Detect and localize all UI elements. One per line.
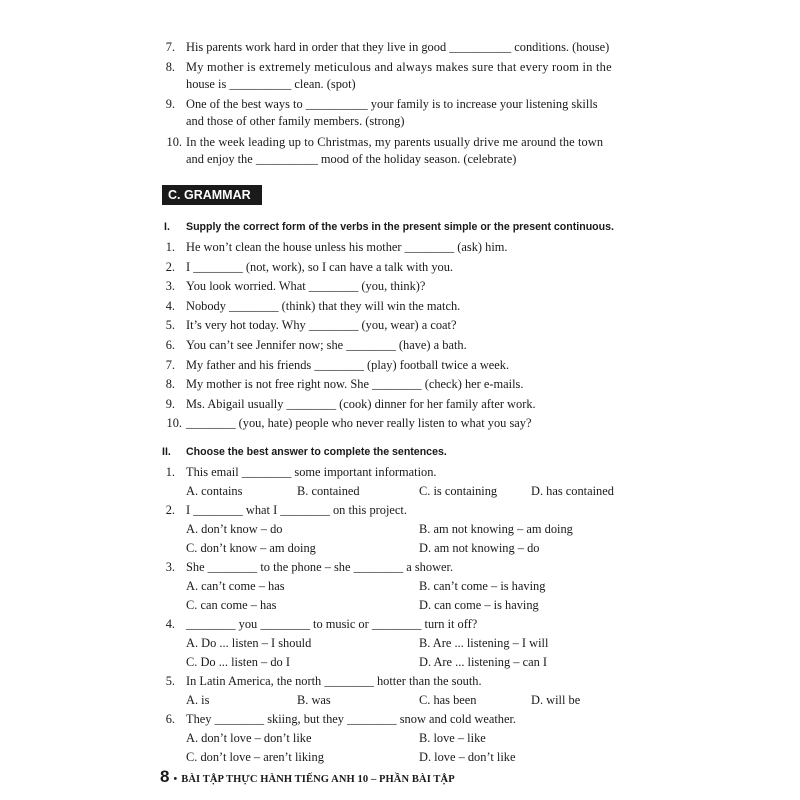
- instruction-number: II.: [162, 446, 171, 458]
- option-a: A. is: [186, 693, 210, 707]
- item-number: 1.: [165, 465, 175, 479]
- option-c: C. can come – has: [186, 598, 277, 612]
- item-number: 8.: [165, 377, 175, 391]
- page-footer: [160, 767, 455, 787]
- option-c: C. don’t know – am doing: [186, 541, 316, 555]
- page-number: 8: [160, 767, 170, 786]
- item-text-cont: and those of other family members. (strong): [186, 114, 405, 128]
- option-b: B. was: [297, 693, 331, 707]
- section-heading-grammar: C. GRAMMAR: [162, 185, 262, 205]
- item-number: 7.: [165, 358, 175, 372]
- item-text-cont: house is __________ clean. (spot): [186, 77, 356, 91]
- option-b: B. contained: [297, 484, 360, 498]
- item-text: Ms. Abigail usually ________ (cook) dinner for her family after work.: [186, 397, 536, 411]
- option-b: B. can’t come – is having: [419, 579, 546, 593]
- item-number: 1.: [165, 240, 175, 254]
- item-text: His parents work hard in order that they live in good __________ conditions. (house): [186, 40, 610, 54]
- instruction-text: Supply the correct form of the verbs in the present simple or the present continuous.: [186, 221, 614, 233]
- item-text: You look worried. What ________ (you, think)?: [186, 279, 426, 293]
- item-number: 10.: [166, 135, 182, 149]
- option-a: A. don’t know – do: [186, 522, 283, 536]
- question-text: ________ you ________ to music or ________ turn it off?: [186, 617, 478, 631]
- option-c: C. Do ... listen – do I: [186, 655, 290, 669]
- item-number: 3.: [165, 560, 175, 574]
- item-text-cont: and enjoy the __________ mood of the holiday season. (celebrate): [186, 152, 517, 166]
- item-number: 10.: [166, 416, 182, 430]
- item-text: He won’t clean the house unless his mother ________ (ask) him.: [186, 240, 508, 254]
- item-text: I ________ (not, work), so I can have a talk with you.: [186, 260, 454, 274]
- item-text: One of the best ways to __________ your family is to increase your listening skills: [186, 97, 598, 111]
- item-text: Nobody ________ (think) that they will win the match.: [186, 299, 461, 313]
- option-a: A. Do ... listen – I should: [186, 636, 312, 650]
- item-number: 8.: [165, 60, 175, 74]
- instruction-text: Choose the best answer to complete the sentences.: [186, 446, 447, 458]
- item-text: It’s very hot today. Why ________ (you, wear) a coat?: [186, 318, 457, 332]
- item-number: 6.: [165, 338, 175, 352]
- item-number: 9.: [165, 97, 175, 111]
- option-a: A. contains: [186, 484, 243, 498]
- book-title: BÀI TẬP THỰC HÀNH TIẾNG ANH 10 – PHẦN BÀI TẬP: [181, 774, 455, 785]
- option-b: B. am not knowing – am doing: [419, 522, 573, 536]
- option-c: C. is containing: [419, 484, 498, 498]
- question-text: She ________ to the phone – she ________ a shower.: [186, 560, 454, 574]
- item-number: 5.: [165, 318, 175, 332]
- item-text: ________ (you, hate) people who never really listen to what you say?: [186, 416, 532, 430]
- question-text: They ________ skiing, but they ________ snow and cold weather.: [186, 712, 517, 726]
- option-a: A. can’t come – has: [186, 579, 285, 593]
- item-text: My mother is not free right now. She ________ (check) her e-mails.: [186, 377, 524, 391]
- option-d: D. Are ... listening – can I: [419, 655, 548, 669]
- option-b: B. love – like: [419, 731, 486, 745]
- item-text: My father and his friends ________ (play) football twice a week.: [186, 358, 510, 372]
- item-number: 4.: [165, 299, 175, 313]
- item-number: 2.: [165, 260, 175, 274]
- item-number: 3.: [165, 279, 175, 293]
- item-text: My mother is extremely meticulous and always makes sure that every room in the: [186, 60, 612, 74]
- instruction-number: I.: [164, 221, 170, 233]
- item-number: 7.: [165, 40, 175, 54]
- option-d: D. will be: [531, 693, 581, 707]
- item-number: 5.: [165, 674, 175, 688]
- question-text: In Latin America, the north ________ hotter than the south.: [186, 674, 482, 688]
- option-c: C. don’t love – aren’t liking: [186, 750, 324, 764]
- option-d: D. has contained: [531, 484, 614, 498]
- option-d: D. love – don’t like: [419, 750, 516, 764]
- option-c: C. has been: [419, 693, 477, 707]
- item-text: In the week leading up to Christmas, my parents usually drive me around the town: [186, 135, 604, 149]
- question-text: I ________ what I ________ on this project.: [186, 503, 407, 517]
- item-number: 9.: [165, 397, 175, 411]
- item-text: You can’t see Jennifer now; she ________ (have) a bath.: [186, 338, 467, 352]
- item-number: 6.: [165, 712, 175, 726]
- footer-bullet: •: [173, 774, 178, 785]
- option-d: D. am not knowing – do: [419, 541, 540, 555]
- option-b: B. Are ... listening – I will: [419, 636, 549, 650]
- item-number: 2.: [165, 503, 175, 517]
- item-number: 4.: [165, 617, 175, 631]
- option-d: D. can come – is having: [419, 598, 539, 612]
- question-text: This email ________ some important information.: [186, 465, 437, 479]
- option-a: A. don’t love – don’t like: [186, 731, 312, 745]
